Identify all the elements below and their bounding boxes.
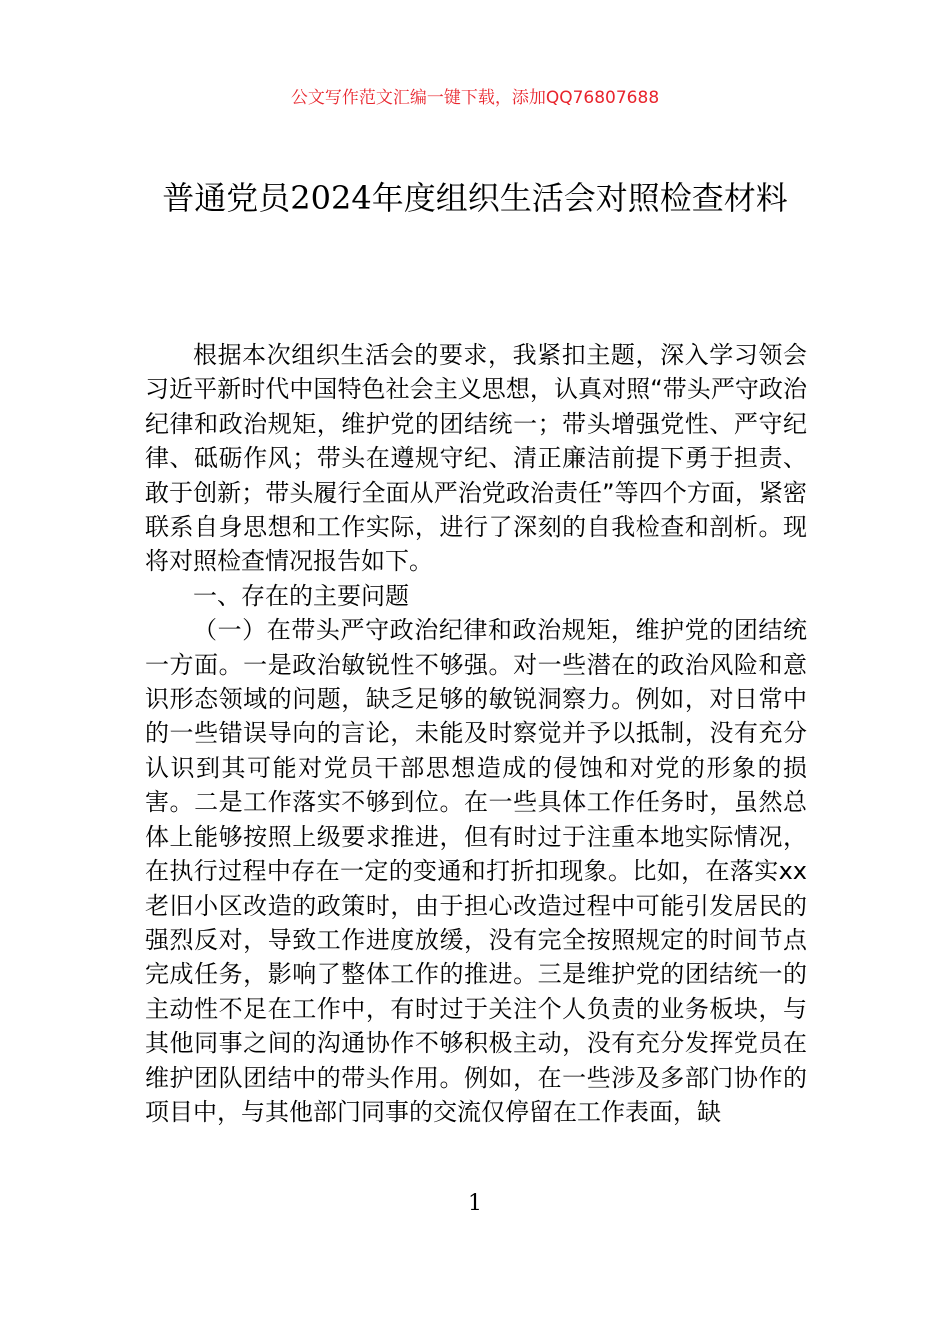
- header-download-note: 公文写作范文汇编一键下载，添加QQ76807688: [290, 88, 660, 108]
- body-paragraph: （一）在带头严守政治纪律和政治规矩，维护党的团结统一方面。一是政治敏锐性不够强。对一些潜在的政治风险和意识形态领域的问题，缺乏足够的敏锐洞察力。例如，对日常中的一些错误导向的言论，未能及时察觉并予以抵制，没有充分认识到其可能对党员干部思想造成的侵蚀和对党的形象的损害。二是工作落实不够到位。在一些具体工作任务时，虽然总体上能够按照上级要求推进，但有时过于注重本地实际情况，在执行过程中存在一定的变通和打折扣现象。比如，在落实xx老旧小区改造的政策时，由于担心改造过程中可能引发居民的强烈反对，导致工作进度放缓，没有完全按照规定的时间节点完成任务，影响了整体工作的推进。三是维护党的团结统一的主动性不足在工作中，有时过于关注个人负责的业务板块，与其他同事之间的沟通协作不够积极主动，没有充分发挥党员在维护团队团结中的带头作用。例如，在一些涉及多部门协作的项目中，与其他部门同事的交流仅停留在工作表面，缺: [145, 616, 807, 1126]
- document-title: 普通党员2024年度组织生活会对照检查材料: [162, 179, 788, 217]
- document-body: [145, 338, 807, 1129]
- intro-paragraph: 根据本次组织生活会的要求，我紧扣主题，深入学习领会习近平新时代中国特色社会主义思想，认真对照“带头严守政治纪律和政治规矩，维护党的团结统一；带头增强党性、严守纪律、砥砺作风；带头在遵规守纪、清正廉洁前提下勇于担责、敢于创新；带头履行全面从严治党政治责任”等四个方面，紧密联系自身思想和工作实际，进行了深刻的自我检查和剖析。现将对照检查情况报告如下。: [145, 341, 807, 576]
- section-heading: 一、存在的主要问题: [193, 581, 409, 610]
- page-number: 1: [468, 1191, 482, 1216]
